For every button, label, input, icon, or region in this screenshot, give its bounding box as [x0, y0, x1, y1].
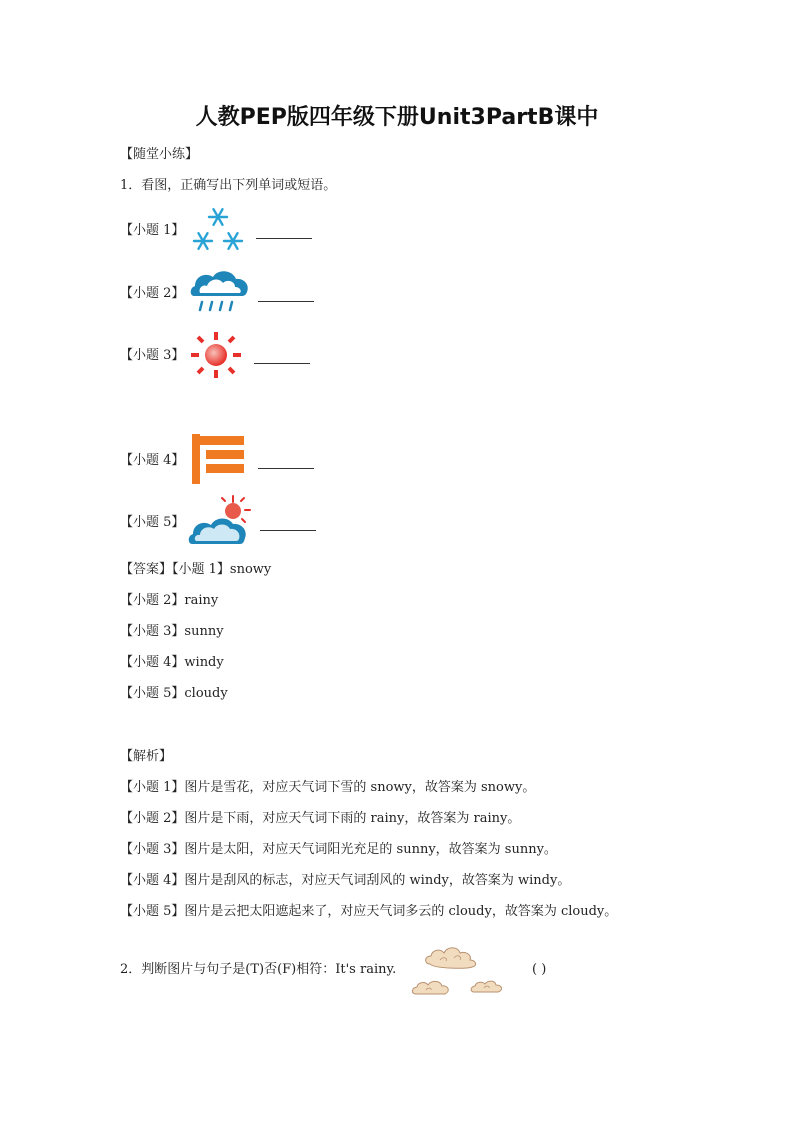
analysis-line-3: 【小题 3】图片是太阳，对应天气词阳光充足的 sunny，故答案为 sunny。: [120, 842, 557, 857]
answer-line-5: 【小题 5】cloudy: [120, 686, 228, 701]
subquestion-5-label: 【小题 5】: [120, 515, 185, 530]
wind-flag-icon: [190, 434, 246, 486]
rain-cloud-icon: [188, 266, 252, 318]
answer-line-1: 【答案】【小题 1】snowy: [120, 562, 272, 577]
question-2-stem: 2．判断图片与句子是(T)否(F)相符：It's rainy.: [120, 962, 397, 977]
answer-blank-5[interactable]: [260, 518, 316, 531]
analysis-line-1: 【小题 1】图片是雪花，对应天气词下雪的 snowy，故答案为 snowy。: [120, 780, 536, 795]
analysis-heading: 【解析】: [120, 749, 173, 764]
answer-line-3: 【小题 3】sunny: [120, 624, 224, 639]
subquestion-4-label: 【小题 4】: [120, 453, 185, 468]
subquestion-3-label: 【小题 3】: [120, 348, 185, 363]
cloudy-icon: [188, 494, 252, 550]
answer-blank-3[interactable]: [254, 351, 310, 364]
page-title: 人教PEP版四年级下册Unit3PartB课中: [195, 105, 599, 130]
answer-line-2: 【小题 2】rainy: [120, 593, 219, 608]
clouds-icon: [410, 942, 514, 1000]
answer-line-4: 【小题 4】windy: [120, 655, 224, 670]
sun-icon: [188, 330, 244, 380]
answer-blank-1[interactable]: [256, 226, 312, 239]
analysis-line-5: 【小题 5】图片是云把太阳遮起来了，对应天气词多云的 cloudy，故答案为 cloudy。: [120, 904, 618, 919]
question-1-stem: 1．看图，正确写出下列单词或短语。: [120, 178, 337, 193]
answer-blank-4[interactable]: [258, 456, 314, 469]
answer-bracket[interactable]: ( ): [532, 962, 547, 977]
snowflake-icon: [186, 206, 250, 254]
section-heading: 【随堂小练】: [120, 147, 199, 162]
subquestion-1-label: 【小题 1】: [120, 223, 185, 238]
answer-blank-2[interactable]: [258, 289, 314, 302]
analysis-line-2: 【小题 2】图片是下雨，对应天气词下雨的 rainy，故答案为 rainy。: [120, 811, 521, 826]
analysis-line-4: 【小题 4】图片是刮风的标志，对应天气词刮风的 windy，故答案为 windy。: [120, 873, 571, 888]
subquestion-2-label: 【小题 2】: [120, 286, 185, 301]
